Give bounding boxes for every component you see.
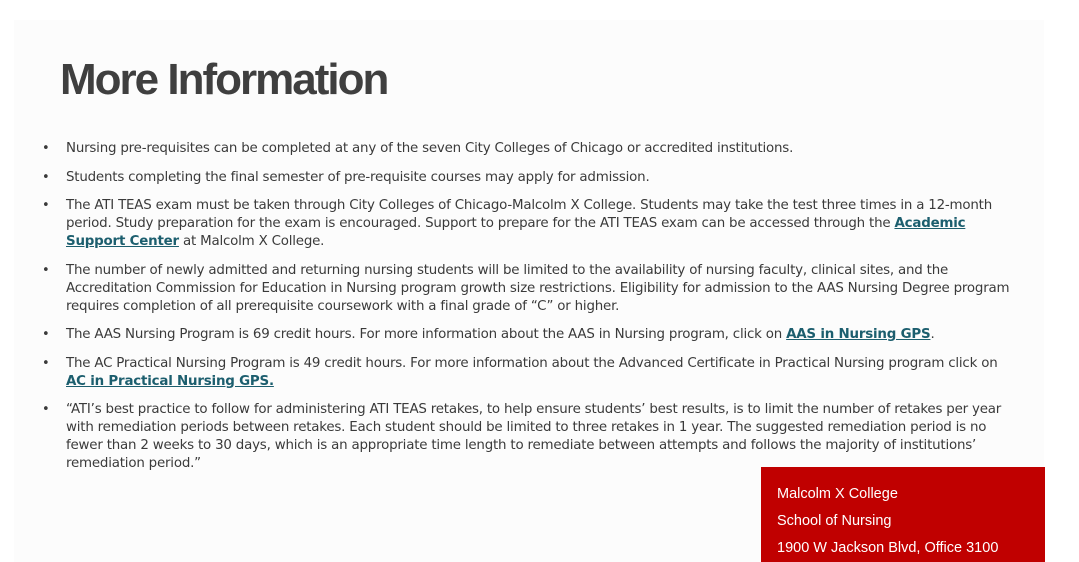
bullet-item-ati-teas — [42, 197, 1010, 251]
slide-title: More Information — [60, 55, 388, 104]
academic-support-center-link[interactable]: Academic Support Center — [66, 216, 966, 249]
bullet-item-admission-limits — [42, 262, 1010, 316]
bullet-text: The ATI TEAS exam must be taken through City Colleges of Chicago-Malcolm X College. Students may take the test three times in a 12-month period. Study preparation for the exam is encouraged. Support to prepare for the ATI TEAS exam can be accessed through the — [66, 198, 992, 231]
bullet-item-prerequisites — [42, 140, 1010, 158]
aas-nursing-gps-link[interactable]: AAS in Nursing GPS — [786, 327, 931, 342]
bullet-text: Nursing pre-requisites can be completed at any of the seven City Colleges of Chicago or accredited institutions. — [66, 141, 794, 156]
bullet-dot: • — [42, 198, 50, 213]
ac-practical-nursing-gps-link[interactable]: AC in Practical Nursing GPS. — [66, 373, 274, 389]
bullet-text: The AC Practical Nursing Program is 49 credit hours. For more information about the Advanced Certificate in Practical Nursing program click on — [66, 355, 998, 371]
bullet-dot: • — [42, 262, 50, 278]
bullet-dot: • — [42, 141, 50, 156]
bullet-item-aas-program — [42, 326, 1010, 344]
bullet-item-ati-retakes — [42, 401, 1010, 473]
bullet-text: The number of newly admitted and returning nursing students will be limited to the availability of nursing faculty, clinical sites, and the Accreditation Commission for Education in Nursing program growth size restrictions. Eligibility for admission to the AAS Nursing Degree program requires completion of all prerequisite coursework with a final grade of “C” or higher. — [66, 262, 1010, 314]
bullet-dot: • — [42, 169, 50, 185]
bullet-text: Students completing the final semester of pre-requisite courses may apply for admission. — [66, 169, 650, 185]
college-name: Malcolm X College — [777, 486, 898, 502]
bullet-dot: • — [42, 355, 50, 371]
bullet-text-after: at Malcolm X College. — [178, 234, 325, 249]
bullet-dot: • — [42, 402, 50, 417]
school-name: School of Nursing — [777, 513, 892, 529]
bullet-text-after: . — [930, 327, 935, 342]
bullet-item-final-semester — [42, 169, 1010, 187]
bullet-item-ac-program — [42, 355, 1010, 391]
bullet-dot: • — [42, 327, 50, 342]
contact-info-box — [761, 467, 1045, 562]
address: 1900 W Jackson Blvd, Office 3100 — [777, 540, 999, 556]
bullet-list — [42, 140, 1010, 484]
bullet-text: The AAS Nursing Program is 69 credit hours. For more information about the AAS in Nursing program, click on — [66, 327, 787, 342]
bullet-text: “ATI’s best practice to follow for administering ATI TEAS retakes, to help ensure students’ best results, is to limit the number of retakes per year with remediation periods between retakes. Each student should be limited to three retakes in 1 year. The suggested remediation period is no fewer than 2 weeks to 30 days, which is an appropriate time length to remediate between attempts and follows the majority of institutions’ remediation period.” — [66, 402, 1002, 471]
